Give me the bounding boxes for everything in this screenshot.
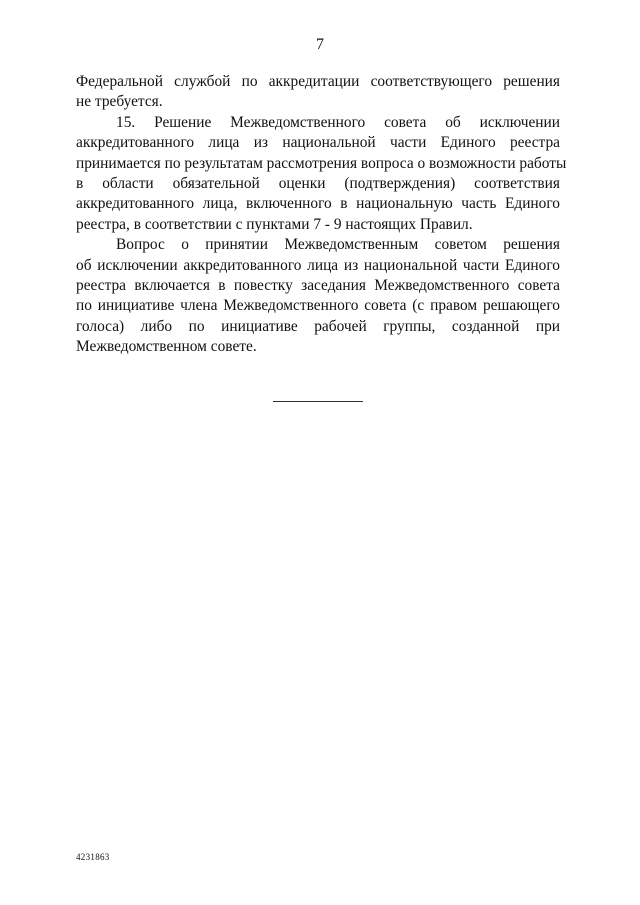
text-line: реестра, в соответствии с пунктами 7 - 9 настоящих Правил. [76,215,473,233]
document-body [76,72,567,357]
text-line: не требуется. [76,93,163,111]
text-line: в области обязательной оценки (подтверждения) соответствия [76,174,560,192]
paragraph-2 [76,113,567,235]
text-line: Федеральной службой по аккредитации соответствующего решения [76,73,560,90]
paragraph-3 [76,235,560,357]
text-line: об исключении аккредитованного лица из национальной части Единого [76,256,560,274]
text-line: голоса) либо по инициативе рабочей группы, созданной при [76,317,560,335]
document-code: 4231863 [76,852,110,862]
text-line: Вопрос о принятии Межведомственным советом решения [116,236,560,254]
text-line: 15. Решение Межведомственного совета об исключении [116,113,560,131]
text-line: по инициативе члена Межведомственного совета (с правом решающего [76,297,560,315]
text-line: аккредитованного лица, включенного в национальную часть Единого [76,195,560,213]
end-divider [273,401,363,402]
text-line: реестра включается в повестку заседания Межведомственного совета [76,276,560,294]
text-line: принимается по результатам рассмотрения вопроса о возможности работы [76,154,567,172]
page-number: 7 [316,36,324,53]
text-line: Межведомственном совете. [76,338,257,356]
text-line: аккредитованного лица из национальной части Единого реестра [76,134,560,152]
paragraph-1 [76,72,560,113]
